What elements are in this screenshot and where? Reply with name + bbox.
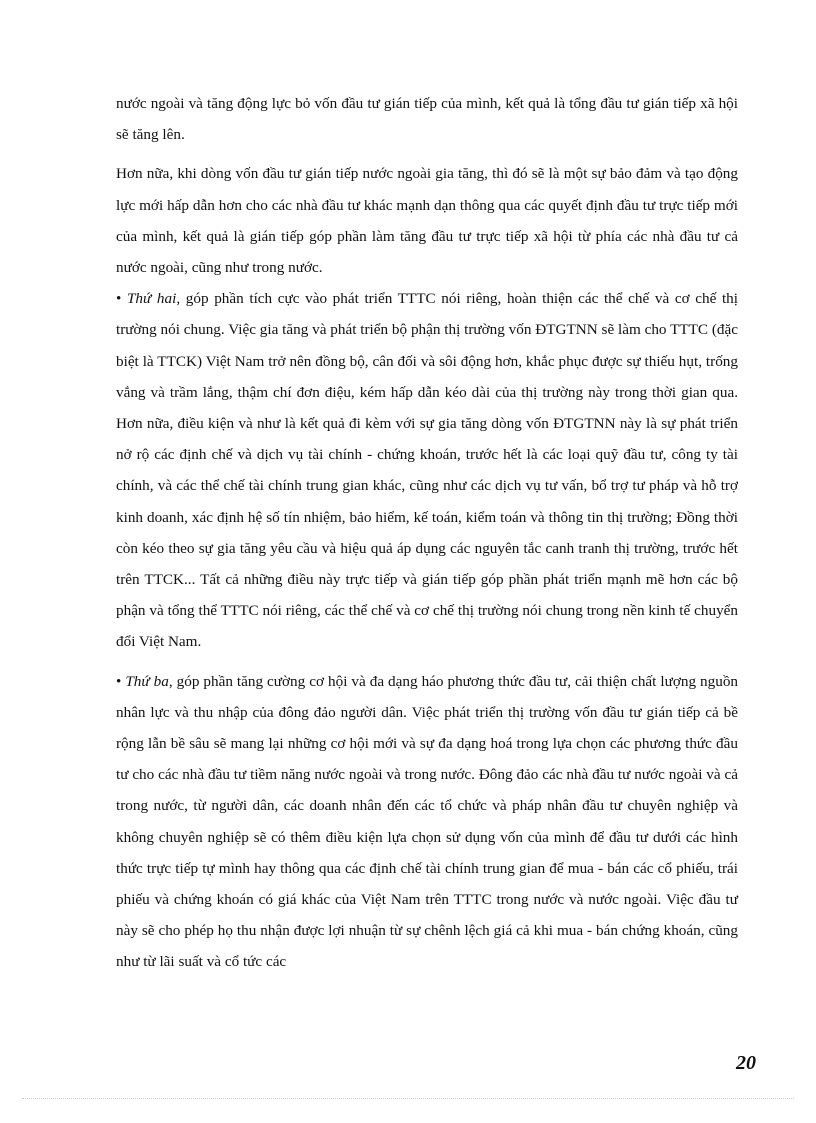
paragraph-1-text: nước ngoài và tăng động lực bỏ vốn đầu tư gián tiếp của mình, kết quả là tổng đầu tư gián tiếp xã hội sẽ tăng lên.: [116, 95, 738, 144]
paragraph-2: [116, 158, 738, 283]
paragraph-3-lead: Thứ hai: [126, 290, 177, 308]
page-number: 20: [736, 1052, 756, 1074]
page-body: [116, 88, 738, 978]
paragraph-4: [116, 666, 738, 978]
page-bottom-divider: [22, 1098, 794, 1099]
bullet-icon: •: [116, 672, 122, 690]
bullet-icon: •: [116, 290, 122, 308]
paragraph-4-text: , góp phần tăng cường cơ hội và đa dạng háo phương thức đầu tư, cải thiện chất lượng nguồn nhân lực và thu nhập của đông đảo người dân. Việc phát triển thị trường vốn đầu tư gián tiếp cả bề rộng lẫn bề sâu sẽ mang lại những cơ hội mới và sự đa dạng hoá trong lựa chọn các phương thức đầu tư cho các nhà đầu tư tiềm năng nước ngoài và trong nước. Đông đảo các nhà đầu tư nước ngoài và cả trong nước, từ người dân, các doanh nhân đến các tổ chức và pháp nhân đầu tư chuyên nghiệp và không chuyên nghiệp sẽ có thêm điều kiện lựa chọn sử dụng vốn của mình để đầu tư dưới các hình thức trực tiếp tự mình hay thông qua các định chế tài chính trung gian để mua - bán các cổ phiếu, trái phiếu và chứng khoán có giá khác của Việt Nam trên TTTC trong nước và nước ngoài. Việc đầu tư này sẽ cho phép họ thu nhận được lợi nhuận từ sự chênh lệch giá cả khi mua - bán chứng khoán, cũng như từ lãi suất và cổ tức các: [116, 672, 739, 971]
paragraph-2-text: Hơn nữa, khi dòng vốn đầu tư gián tiếp nước ngoài gia tăng, thì đó sẽ là một sự bảo đảm và tạo động lực mới hấp dẫn hơn cho các nhà đầu tư khác mạnh dạn thông qua các quyết định đầu tư trực tiếp mới của mình, kết quả là gián tiếp góp phần làm tăng đầu tư trực tiếp xã hội từ phía các nhà đầu tư cả nước ngoài, cũng như trong nước.: [116, 165, 738, 277]
paragraph-4-lead: Thứ ba: [125, 672, 169, 690]
paragraph-3-text: , góp phần tích cực vào phát triển TTTC nói riêng, hoàn thiện các thể chế và cơ chế thị trường nói chung. Việc gia tăng và phát triển bộ phận thị trường vốn ĐTGTNN sẽ làm cho TTTC (đặc biệt là TTCK) Việt Nam trở nên đồng bộ, cân đối và sôi động hơn, khắc phục được sự thiếu hụt, trống vắng và trầm lắng, thậm chí đơn điệu, kém hấp dẫn kéo dài của thị trường này trong thời gian qua. Hơn nữa, điều kiện và như là kết quả đi kèm với sự gia tăng dòng vốn ĐTGTNN này là sự phát triển nở rộ các định chế và dịch vụ tài chính - chứng khoán, trước hết là các loại quỹ đầu tư, công ty tài chính, và các thể chế tài chính trung gian khác, cũng như các dịch vụ tư vấn, bổ trợ tư pháp và hỗ trợ kinh doanh, xác định hệ số tín nhiệm, bảo hiểm, kế toán, kiểm toán và thông tin thị trường; Đồng thời còn kéo theo sự gia tăng yêu cầu và hiệu quả áp dụng các nguyên tắc canh tranh thị trường, trước hết trên TTCK... Tất cả những điều này trực tiếp và gián tiếp góp phần phát triển mạnh mẽ hơn các bộ phận và tổng thể TTTC nói riêng, các thể chế và cơ chế thị trường nói chung trong nền kinh tế chuyển đổi Việt Nam.: [116, 290, 738, 651]
paragraph-1: [116, 88, 738, 150]
paragraph-3: [116, 283, 738, 657]
